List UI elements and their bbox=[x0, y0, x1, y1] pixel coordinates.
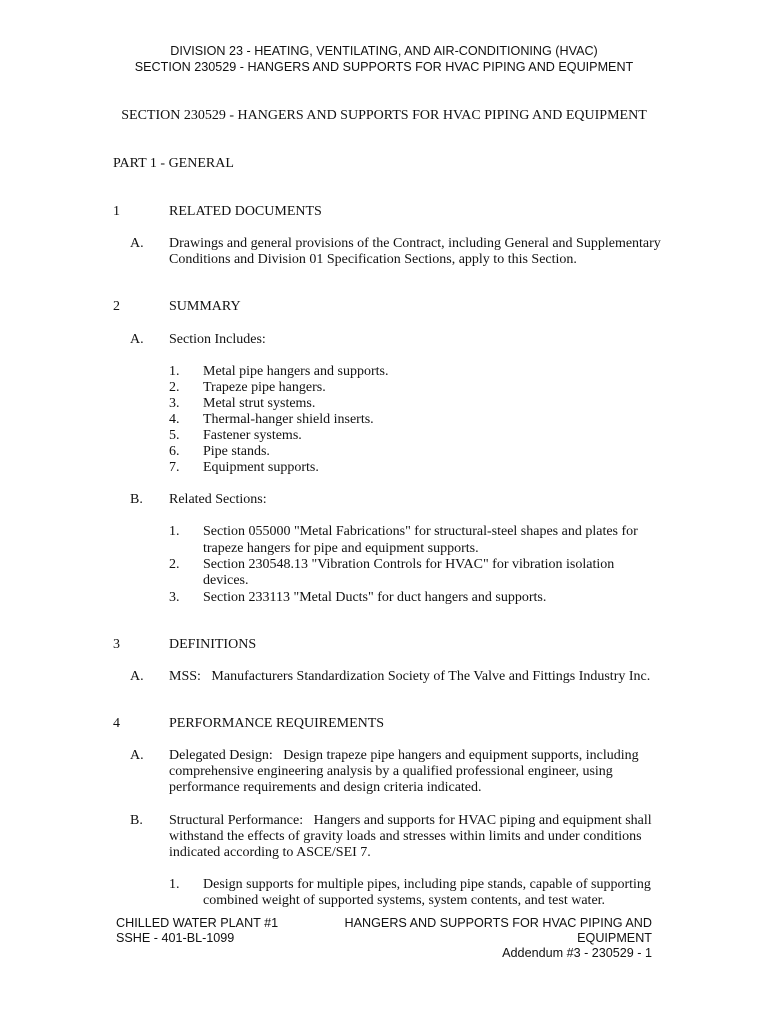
list-item: combined weight of supported systems, system contents, and test water. bbox=[203, 893, 606, 908]
list-number: 3. bbox=[169, 590, 180, 605]
list-number: 1. bbox=[169, 877, 180, 892]
article-title: RELATED DOCUMENTS bbox=[169, 204, 322, 219]
footer-page-number: Addendum #3 - 230529 - 1 bbox=[502, 946, 652, 960]
list-item: Equipment supports. bbox=[203, 460, 319, 475]
list-item: Fastener systems. bbox=[203, 428, 302, 443]
article-number: 2 bbox=[113, 299, 120, 314]
paragraph-label: B. bbox=[130, 492, 143, 507]
list-item: Design supports for multiple pipes, including pipe stands, capable of supporting bbox=[203, 877, 651, 892]
list-item: Metal pipe hangers and supports. bbox=[203, 364, 389, 379]
list-number: 4. bbox=[169, 412, 180, 427]
paragraph-line: Conditions and Division 01 Specification Sections, apply to this Section. bbox=[169, 252, 577, 267]
footer-project-number: SSHE - 401-BL-1099 bbox=[116, 931, 235, 945]
list-item: Trapeze pipe hangers. bbox=[203, 380, 326, 395]
list-number: 1. bbox=[169, 524, 180, 539]
list-number: 2. bbox=[169, 380, 180, 395]
article-number: 1 bbox=[113, 204, 120, 219]
list-number: 3. bbox=[169, 396, 180, 411]
article-number: 4 bbox=[113, 716, 120, 731]
list-number: 1. bbox=[169, 364, 180, 379]
article-title: SUMMARY bbox=[169, 299, 241, 314]
paragraph-line: Structural Performance: Hangers and supports for HVAC piping and equipment shall bbox=[169, 813, 652, 828]
article-title: PERFORMANCE REQUIREMENTS bbox=[169, 716, 385, 731]
list-item: Thermal-hanger shield inserts. bbox=[203, 412, 374, 427]
article-number: 3 bbox=[113, 637, 120, 652]
paragraph-line: Drawings and general provisions of the Contract, including General and Supplementary bbox=[169, 236, 661, 251]
list-item: Section 230548.13 "Vibration Controls for HVAC" for vibration isolation bbox=[203, 557, 615, 572]
paragraph-label: A. bbox=[130, 669, 144, 684]
list-item: Section 055000 "Metal Fabrications" for structural-steel shapes and plates for bbox=[203, 524, 638, 539]
paragraph-line: MSS: Manufacturers Standardization Society of The Valve and Fittings Industry Inc. bbox=[169, 669, 651, 684]
list-number: 7. bbox=[169, 460, 180, 475]
list-number: 5. bbox=[169, 428, 180, 443]
section-title: SECTION 230529 - HANGERS AND SUPPORTS FOR HVAC PIPING AND EQUIPMENT bbox=[121, 108, 647, 123]
running-header-line2: SECTION 230529 - HANGERS AND SUPPORTS FOR HVAC PIPING AND EQUIPMENT bbox=[134, 60, 634, 74]
part-title: PART 1 - GENERAL bbox=[113, 156, 234, 171]
list-item: Metal strut systems. bbox=[203, 396, 316, 411]
paragraph-line: Section Includes: bbox=[169, 332, 266, 347]
list-item: Pipe stands. bbox=[203, 444, 270, 459]
list-item: trapeze hangers for pipe and equipment supports. bbox=[203, 541, 479, 556]
footer-project-name: CHILLED WATER PLANT #1 bbox=[116, 916, 279, 930]
paragraph-line: withstand the effects of gravity loads and stresses within limits and under conditions bbox=[169, 829, 642, 844]
paragraph-line: performance requirements and design criteria indicated. bbox=[169, 780, 482, 795]
paragraph-line: indicated according to ASCE/SEI 7. bbox=[169, 845, 371, 860]
paragraph-label: A. bbox=[130, 236, 144, 251]
paragraph-label: A. bbox=[130, 748, 144, 763]
paragraph-label: A. bbox=[130, 332, 144, 347]
footer-section-title-cont: EQUIPMENT bbox=[577, 931, 652, 945]
running-header-line1: DIVISION 23 - HEATING, VENTILATING, AND AIR-CONDITIONING (HVAC) bbox=[170, 44, 598, 58]
paragraph-line: comprehensive engineering analysis by a qualified professional engineer, using bbox=[169, 764, 613, 779]
paragraph-label: B. bbox=[130, 813, 143, 828]
list-item: Section 233113 "Metal Ducts" for duct hangers and supports. bbox=[203, 590, 547, 605]
article-title: DEFINITIONS bbox=[169, 637, 257, 652]
footer-section-title: HANGERS AND SUPPORTS FOR HVAC PIPING AND bbox=[344, 916, 652, 930]
paragraph-line: Delegated Design: Design trapeze pipe hangers and equipment supports, including bbox=[169, 748, 639, 763]
list-number: 2. bbox=[169, 557, 180, 572]
paragraph-line: Related Sections: bbox=[169, 492, 267, 507]
list-item: devices. bbox=[203, 573, 249, 588]
list-number: 6. bbox=[169, 444, 180, 459]
